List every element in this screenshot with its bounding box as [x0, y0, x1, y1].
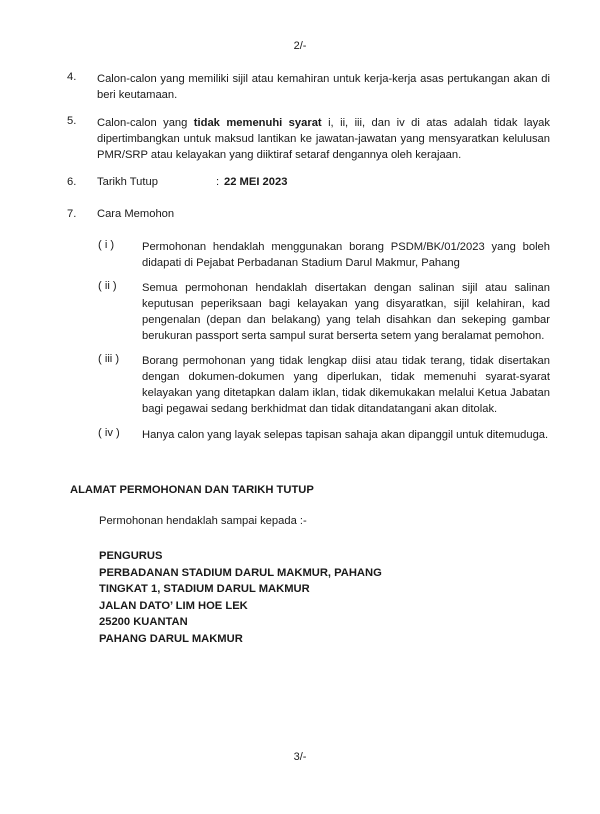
address-line: 25200 KUANTAN — [99, 616, 188, 628]
text-segment: i, ii, iii, dan iv di atas adalah tidak layak dipertimbangkan untuk maksud lantikan ke jawatan-jawatan yang mensyaratkan kelulusan PMR/SRP atau kelayakan yang diiktiraf setaraf dengannya oleh kerajaan. — [97, 117, 550, 161]
subitem-number: ( i ) — [98, 239, 115, 251]
subitem-text: Semua permohonan hendaklah disertakan dengan salinan sijil atau salinan keputusan peperiksaan bagi kelayakan yang disyaratkan, sijil kelahiran, kad pengenalan (depan dan belakang) yang telah disahkan dan sekeping gambar berukuran passport serta sampul surat berserta setem yang beralamat pemohon. — [142, 282, 550, 342]
address-line: PERBADANAN STADIUM DARUL MAKMUR, PAHANG — [99, 566, 382, 579]
address-line: PENGURUS — [99, 550, 163, 562]
subitem-number: ( ii ) — [98, 280, 117, 292]
address-block — [99, 548, 382, 647]
item-number: 7. — [67, 208, 77, 220]
address-intro: Permohonan hendaklah sampai kepada :- — [99, 515, 307, 527]
subitem-text: Hanya calon yang layak selepas tapisan sahaja akan dipanggil untuk ditemuduga. — [142, 429, 549, 441]
item-number: 5. — [67, 115, 77, 127]
subitem-number: ( iv ) — [98, 427, 120, 439]
item-number: 4. — [67, 71, 77, 83]
item-number: 6. — [67, 176, 77, 188]
address-line: PAHANG DARUL MAKMUR — [99, 632, 243, 645]
closing-date-value: 22 MEI 2023 — [224, 176, 288, 188]
address-line: TINGKAT 1, STADIUM DARUL MAKMUR — [99, 583, 310, 595]
separator: : — [216, 176, 220, 188]
subitem-text: Permohonan hendaklah menggunakan borang PSDM/BK/01/2023 yang boleh didapati di Pejabat Perbadanan Stadium Darul Makmur, Pahang — [142, 241, 550, 269]
address-heading: ALAMAT PERMOHONAN DAN TARIKH TUTUP — [70, 484, 314, 496]
address-line: JALAN DATO’ LIM HOE LEK — [99, 599, 248, 612]
item-text — [97, 115, 550, 163]
item-label: Cara Memohon — [97, 208, 175, 220]
page-footer-number: 3/- — [293, 751, 307, 763]
text-segment: Calon-calon yang — [97, 117, 194, 129]
bold-text-segment: tidak memenuhi syarat — [193, 117, 322, 129]
subitem-number: ( iii ) — [98, 353, 120, 365]
item-text: Calon-calon yang memiliki sijil atau kemahiran untuk kerja-kerja asas pertukangan akan di beri keutamaan. — [97, 73, 550, 101]
page-header-number: 2/- — [293, 40, 307, 52]
closing-date-label: Tarikh Tutup — [97, 176, 158, 188]
subitem-text: Borang permohonan yang tidak lengkap diisi atau tidak terang, tidak disertakan dengan dokumen-dokumen yang diperlukan, tidak memenuhi syarat-syarat kelayakan yang ditetapkan dalam iklan, tidak dikemukakan melalui Ketua Jabatan bagi pegawai sedang berkhidmat dan tidak ditandatangani akan ditolak. — [142, 355, 550, 415]
